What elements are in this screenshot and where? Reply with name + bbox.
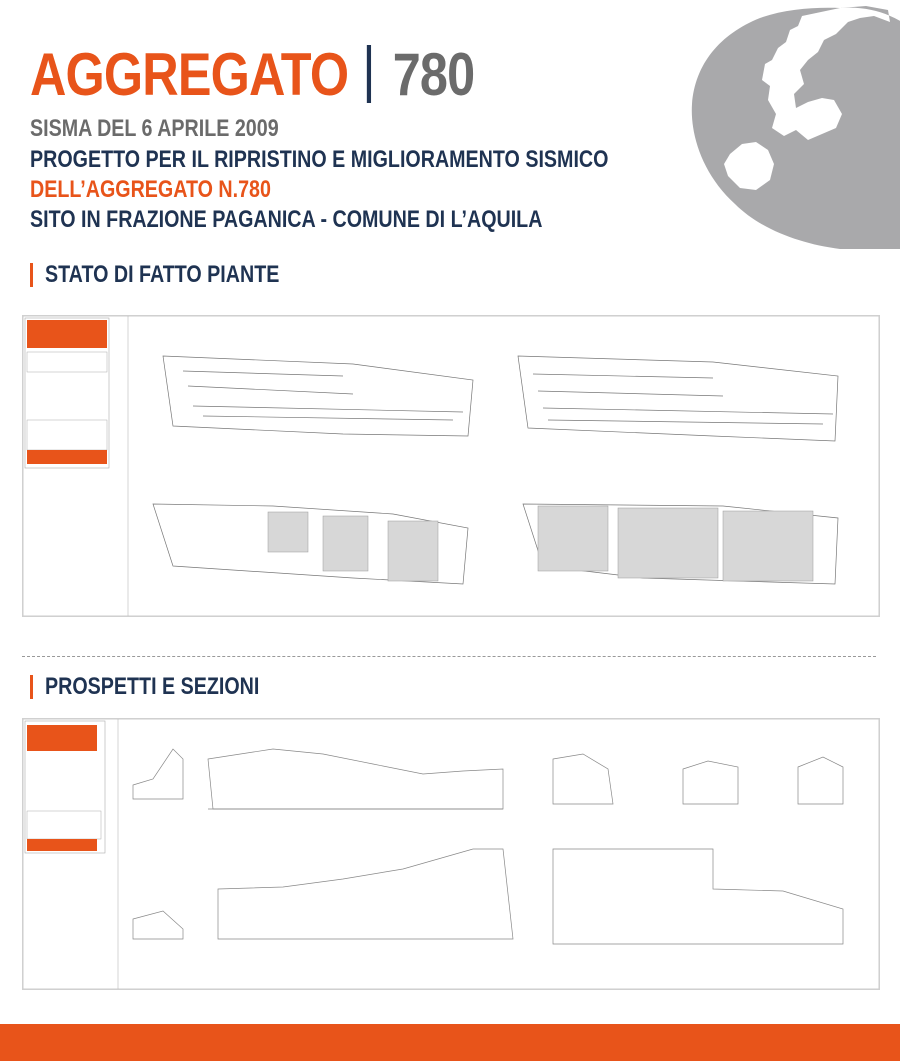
section-divider [22, 656, 876, 657]
title-word: AGGREGATO [30, 40, 349, 108]
footer-bar [0, 1024, 900, 1061]
plans-drawing [23, 316, 879, 616]
section-elevations-label: PROSPETTI E SEZIONI [45, 673, 260, 700]
page-title [30, 38, 474, 110]
section-plans-heading [30, 262, 331, 288]
section-elevations-heading [30, 674, 306, 700]
emblem-logo [690, 4, 900, 249]
subtitle-site: SITO IN FRAZIONE PAGANICA - COMUNE DI L’AQUILA [30, 206, 543, 233]
elevations-drawing-sheet [22, 718, 880, 990]
title-divider [367, 45, 371, 103]
title-number: 780 [392, 40, 475, 108]
subtitle-date: SISMA DEL 6 APRILE 2009 [30, 115, 279, 142]
section-plans-label: STATO DI FATTO PIANTE [45, 261, 280, 288]
subtitle-aggregate: DELL’AGGREGATO N.780 [30, 176, 271, 203]
plans-drawing-sheet [22, 315, 880, 617]
subtitle-project: PROGETTO PER IL RIPRISTINO E MIGLIORAMENTO SISMICO [30, 146, 609, 173]
elevations-drawing [23, 719, 879, 989]
